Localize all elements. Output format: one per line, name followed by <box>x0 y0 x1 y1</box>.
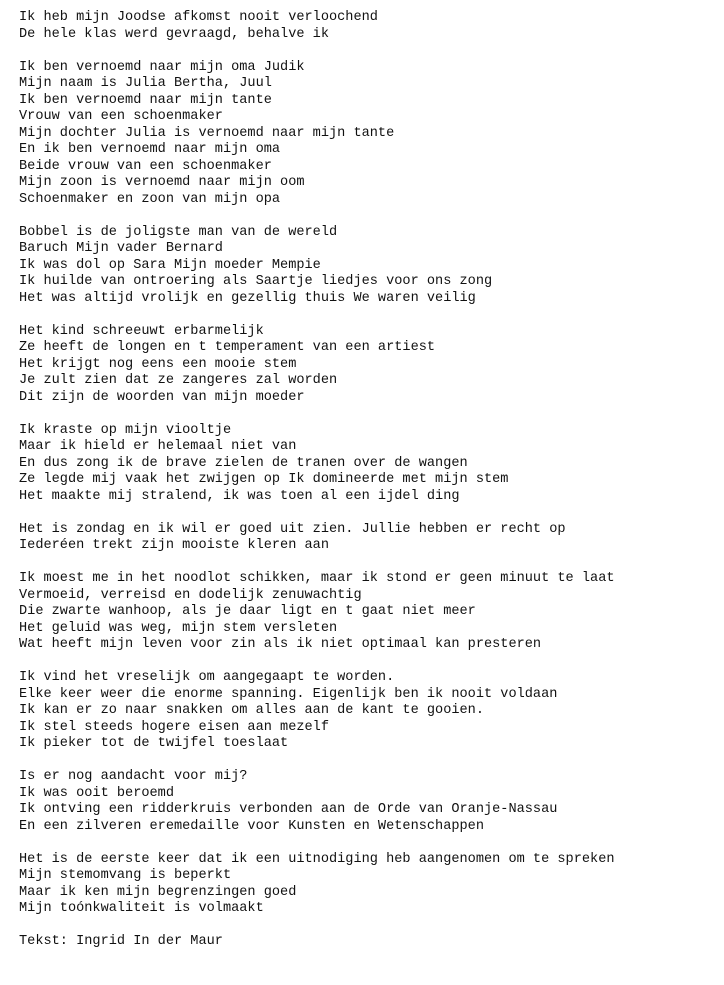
poem-line: Dit zijn de woorden van mijn moeder <box>19 389 305 405</box>
poem-line: Is er nog aandacht voor mij? <box>19 769 248 784</box>
stanza <box>19 10 719 43</box>
poem-line: Het was altijd vrolijk en gezellig thuis We waren veilig <box>19 290 476 306</box>
stanza <box>19 852 719 918</box>
poem-line: Ik vind het vreselijk om aangegaapt te worden. <box>19 670 395 685</box>
poem-line: Mijn stemomvang is beperkt <box>19 868 232 883</box>
poem-line: Ik ontving een ridderkruis verbonden aan de Orde van Oranje-Nassau <box>19 802 558 817</box>
stanza <box>19 769 719 835</box>
poem-line: Ik kraste op mijn viooltje <box>19 422 232 438</box>
poem-line: En ik ben vernoemd naar mijn oma <box>19 142 281 157</box>
poem-line: Ik huilde van ontroering als Saartje liedjes voor ons zong <box>19 274 493 289</box>
poem-line: Mijn zoon is vernoemd naar mijn oom <box>19 175 305 190</box>
poem-line: Het maakte mij stralend, ik was toen al een ijdel ding <box>19 488 460 504</box>
poem-line: Schoenmaker en zoon van mijn opa <box>19 191 281 207</box>
poem-line: Ze heeft de longen en t temperament van een artiest <box>19 340 436 355</box>
poem-line: Ze legde mij vaak het zwijgen op Ik domineerde met mijn stem <box>19 472 509 487</box>
poem-line: Baruch Mijn vader Bernard <box>19 241 223 256</box>
poem-line: Maar ik hield er helemaal niet van <box>19 439 297 454</box>
poem-line: Ik ben vernoemd naar mijn oma Judik <box>19 59 305 75</box>
poem-line: Mijn dochter Julia is vernoemd naar mijn tante <box>19 125 395 141</box>
poem-line: Maar ik ken mijn begrenzingen goed <box>19 884 297 900</box>
poem-line: Iederéen trekt zijn mooiste kleren aan <box>19 538 329 553</box>
poem-line: En dus zong ik de brave zielen de tranen over de wangen <box>19 455 468 471</box>
poem-line: Beide vrouw van een schoenmaker <box>19 158 272 174</box>
poem-line: Het is de eerste keer dat ik een uitnodiging heb aangenomen om te spreken <box>19 851 615 867</box>
stanza <box>19 670 719 753</box>
poem-line: Mijn naam is Julia Bertha, Juul <box>19 76 272 91</box>
stanza <box>19 324 719 407</box>
poem-line: Ik moest me in het noodlot schikken, maar ik stond er geen minuut te laat <box>19 571 615 586</box>
poem-line: Elke keer weer die enorme spanning. Eigenlijk ben ik nooit voldaan <box>19 686 558 702</box>
poem-line: Ik kan er zo naar snakken om alles aan de kant te gooien. <box>19 703 484 718</box>
author-credit: Tekst: Ingrid In der Maur <box>19 934 223 949</box>
poem-line: Het krijgt nog eens een mooie stem <box>19 356 297 372</box>
poem-line: Die zwarte wanhoop, als je daar ligt en t gaat niet meer <box>19 604 476 619</box>
poem-line: Vrouw van een schoenmaker <box>19 109 223 124</box>
poem-document <box>19 10 719 967</box>
poem-line: Ik pieker tot de twijfel toeslaat <box>19 736 289 751</box>
poem-line: Ik stel steeds hogere eisen aan mezelf <box>19 719 329 735</box>
poem-line: Ik was dol op Sara Mijn moeder Mempie <box>19 257 321 273</box>
poem-line: Mijn toónkwaliteit is volmaakt <box>19 901 264 916</box>
credit-block <box>19 934 719 951</box>
poem-line: Vermoeid, verreisd en dodelijk zenuwachtig <box>19 587 362 603</box>
poem-line: Wat heeft mijn leven voor zin als ik niet optimaal kan presteren <box>19 637 542 652</box>
stanza <box>19 522 719 555</box>
stanza <box>19 423 719 506</box>
poem-line: Ik was ooit beroemd <box>19 785 174 801</box>
poem-line: Het is zondag en ik wil er goed uit zien. Jullie hebben er recht op <box>19 521 566 537</box>
stanza <box>19 60 719 209</box>
poem-line: Het kind schreeuwt erbarmelijk <box>19 323 264 339</box>
poem-line: Ik ben vernoemd naar mijn tante <box>19 92 272 108</box>
poem-line: Het geluid was weg, mijn stem versleten <box>19 620 338 636</box>
poem-line: En een zilveren eremedaille voor Kunsten en Wetenschappen <box>19 818 484 834</box>
poem-line: Bobbel is de joligste man van de wereld <box>19 224 338 240</box>
stanza <box>19 571 719 654</box>
stanza <box>19 225 719 308</box>
poem-line: Ik heb mijn Joodse afkomst nooit verloochend <box>19 10 378 25</box>
poem-line: Je zult zien dat ze zangeres zal worden <box>19 373 338 388</box>
poem-line: De hele klas werd gevraagd, behalve ik <box>19 26 329 42</box>
